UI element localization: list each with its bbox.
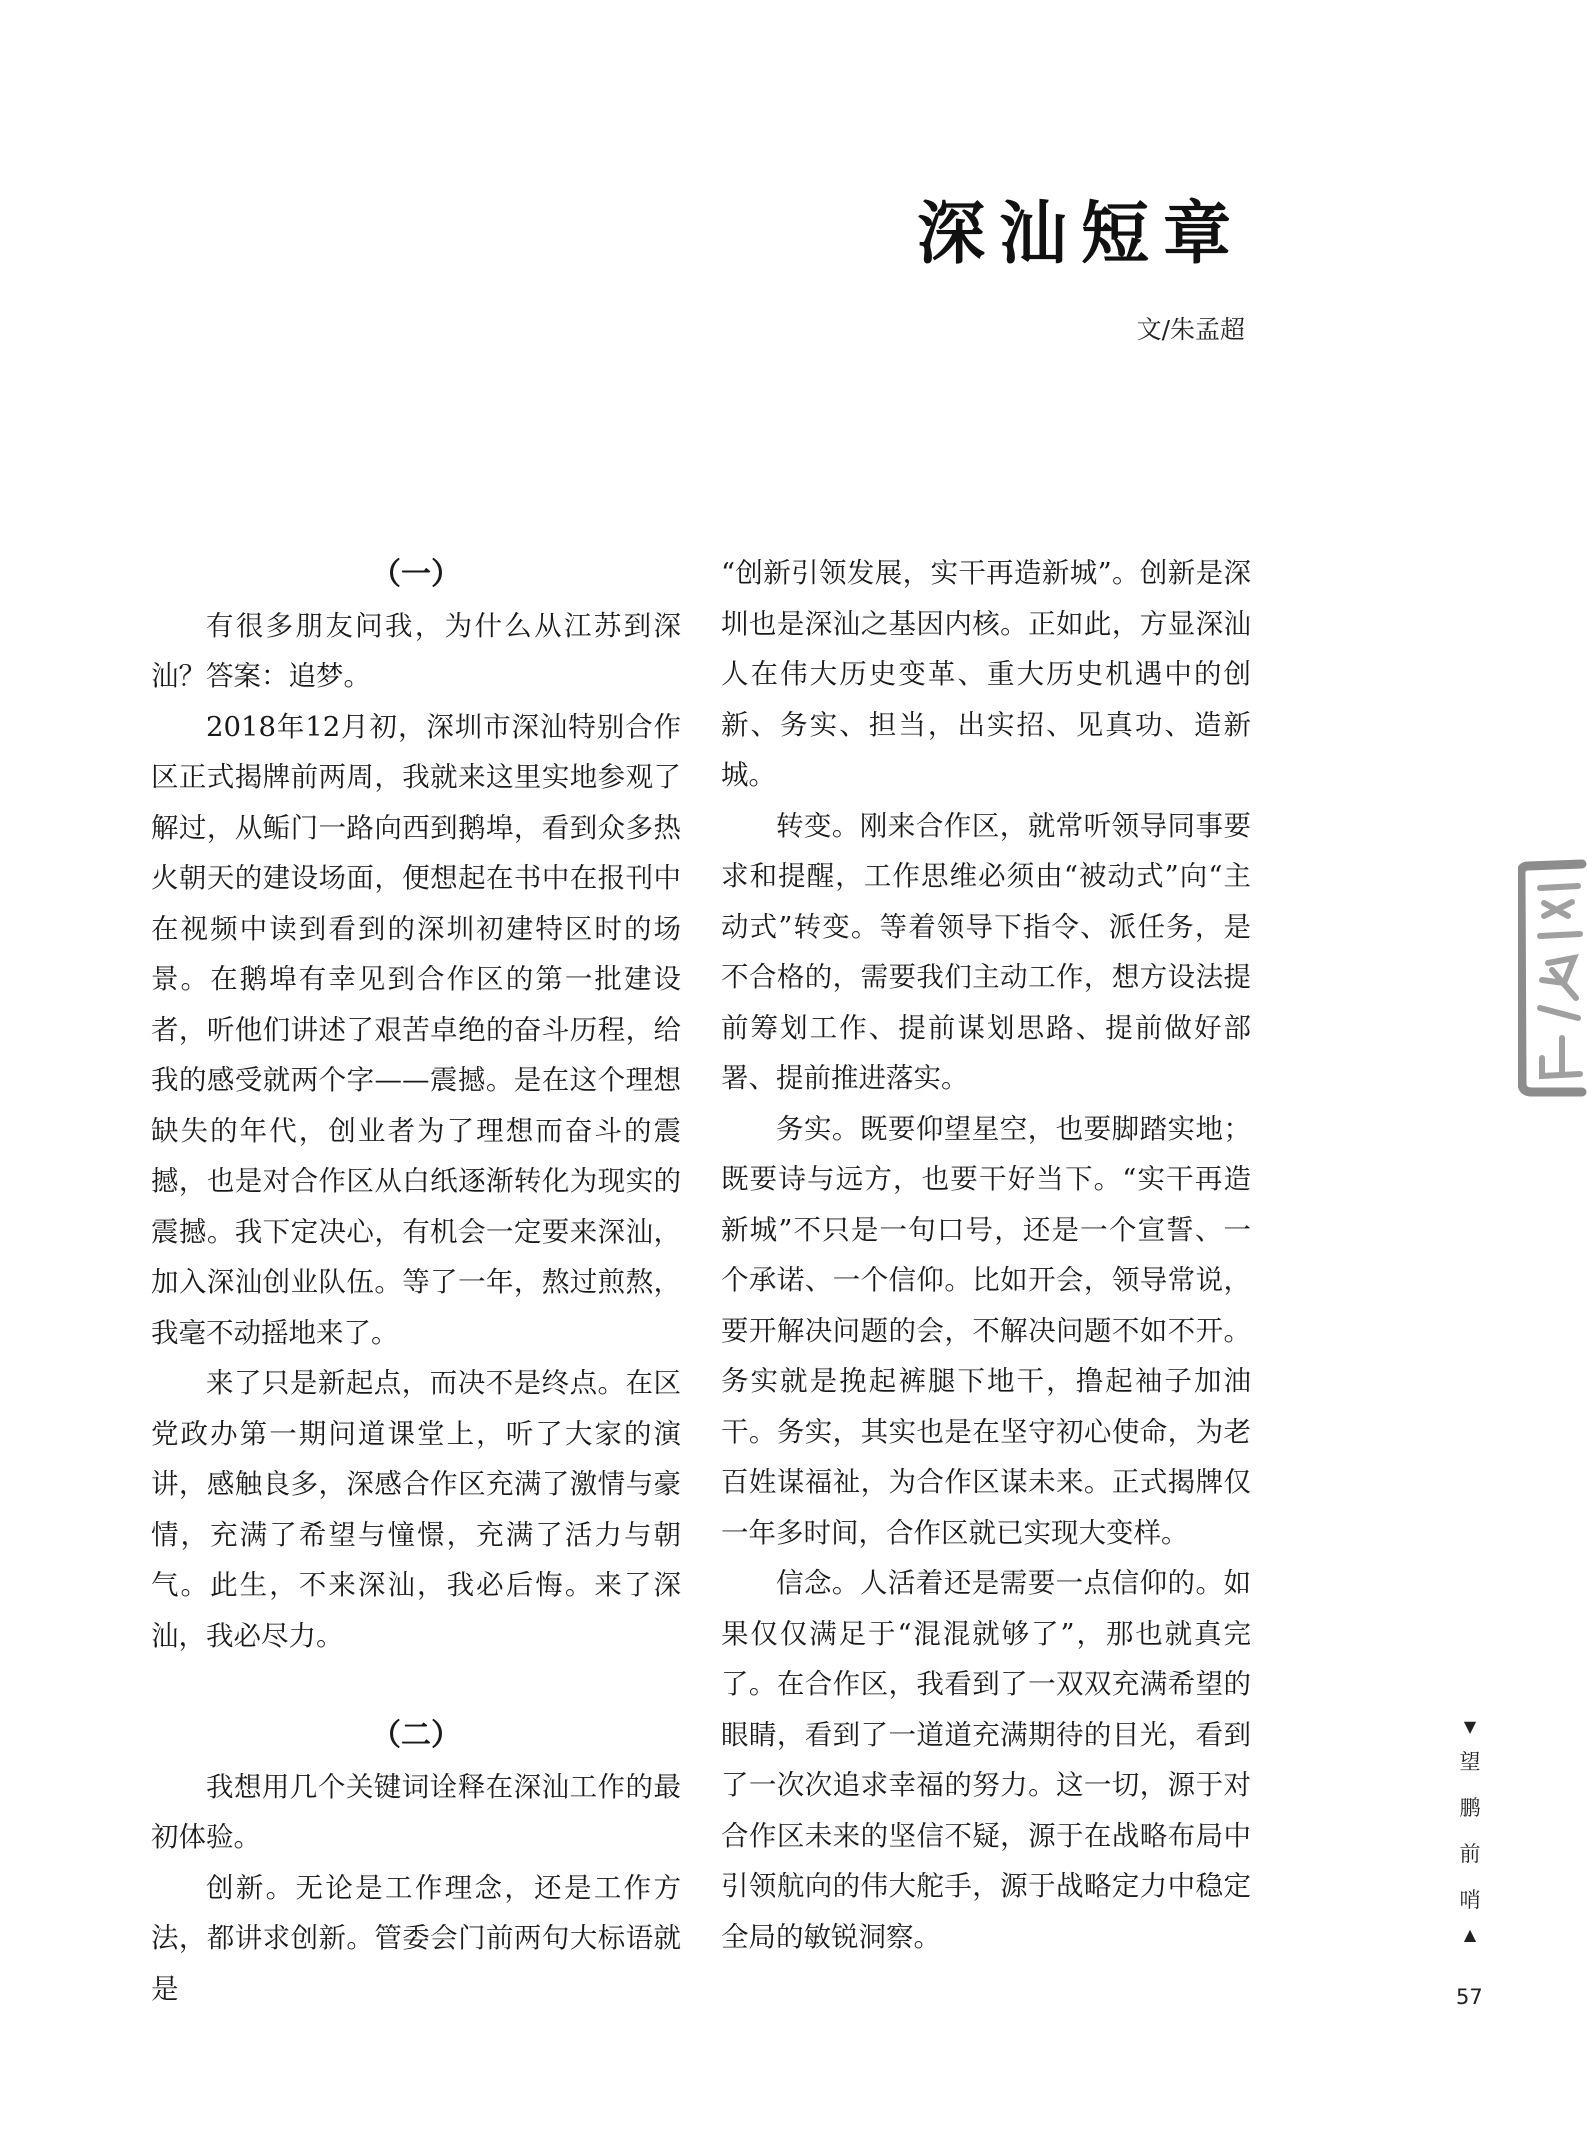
triangle-up-icon: ▲ — [1463, 1925, 1477, 1944]
section-heading-1: （一） — [371, 557, 461, 592]
paragraph: 我想用几个关键词诠释在深汕工作的最初体验。 — [151, 1770, 681, 1853]
triangle-down-icon: ▼ — [1463, 1717, 1477, 1736]
paragraph: 创新。无论是工作理念，还是工作方法，都讲求创新。管委会门前两句大标语就是 — [151, 1871, 681, 2005]
paragraph: 信念。人活着还是需要一点信仰的。如果仅仅满足于“混混就够了”，那也就真完了。在合作区，我看到了一双双充满希望的眼睛，看到了一道道充满期待的目光，看到了一次次追求幸福的努力。这一切，源于对合作区未来的坚信不疑，源于在战略布局中引领航向的伟大舵手，源于战略定力中稳定全局的敏锐洞察。 — [721, 1567, 1251, 1953]
section-heading-2: （二） — [371, 1718, 461, 1753]
marker-char: 前 — [1459, 1842, 1481, 1866]
paragraph: 有很多朋友问我，为什么从江苏到深汕？答案：追梦。 — [151, 609, 681, 692]
marker-char: 鹏 — [1459, 1796, 1481, 1820]
paragraph: 转变。刚来合作区，就常听领导同事要求和提醒，工作思维必须由“被动式”向“主动式”转变。等着领导下指令、派任务，是不合格的，需要我们主动工作，想方设法提前筹划工作、提前谋划思路、提前做好部署、提前推进落实。 — [721, 809, 1251, 1094]
left-column — [151, 550, 681, 2014]
marker-char: 望 — [1459, 1750, 1481, 1774]
paragraph: 务实。既要仰望星空，也要脚踏实地；既要诗与远方，也要干好当下。“实干再造新城”不只是一句口号，还是一个宣誓、一个承诺、一个信仰。比如开会，领导常说，要开解决问题的会，不解决问题不如不开。务实就是挽起裤腿下地干，撸起袖子加油干。务实，其实也是在坚守初心使命，为老百姓谋福祉，为合作区谋未来。正式揭牌仅一年多时间，合作区就已实现大变样。 — [721, 1112, 1251, 1549]
page-number: 57 — [1456, 1985, 1483, 2009]
article-byline: 文/朱孟超 — [1136, 315, 1245, 344]
paragraph: 来了只是新起点，而决不是终点。在区党政办第一期问道课堂上，听了大家的演讲，感触良多，深感合作区充满了激情与豪情，充满了希望与憧憬，充满了活力与朝气。此生，不来深汕，我必后悔。来了深汕，我必尽力。 — [151, 1367, 681, 1652]
article-title: 深汕短章 — [916, 194, 1245, 274]
section-spacer — [151, 1661, 681, 1711]
magazine-side-marker — [1455, 1715, 1485, 1947]
seal-stamp-icon — [1518, 858, 1587, 1098]
marker-char: 哨 — [1459, 1888, 1481, 1912]
paragraph: “创新引领发展，实干再造新城”。创新是深圳也是深汕之基因内核。正如此，方显深汕人在伟大历史变革、重大历史机遇中的创新、务实、担当，出实招、见真功、造新城。 — [721, 557, 1251, 791]
paragraph: 2018年12月初，深圳市深汕特别合作区正式揭牌前两周，我就来这里实地参观了解过，从鲘门一路向西到鹅埠，看到众多热火朝天的建设场面，便想起在书中在报刊中在视频中读到看到的深圳初建特区时的场景。在鹅埠有幸见到合作区的第一批建设者，听他们讲述了艰苦卓绝的奋斗历程，给我的感受就两个字——震撼。是在这个理想缺失的年代，创业者为了理想而奋斗的震撼，也是对合作区从白纸逐渐转化为现实的震撼。我下定决心，有机会一定要来深汕，加入深汕创业队伍。等了一年，熬过煎熬，我毫不动摇地来了。 — [151, 710, 681, 1349]
right-column — [721, 548, 1251, 1962]
